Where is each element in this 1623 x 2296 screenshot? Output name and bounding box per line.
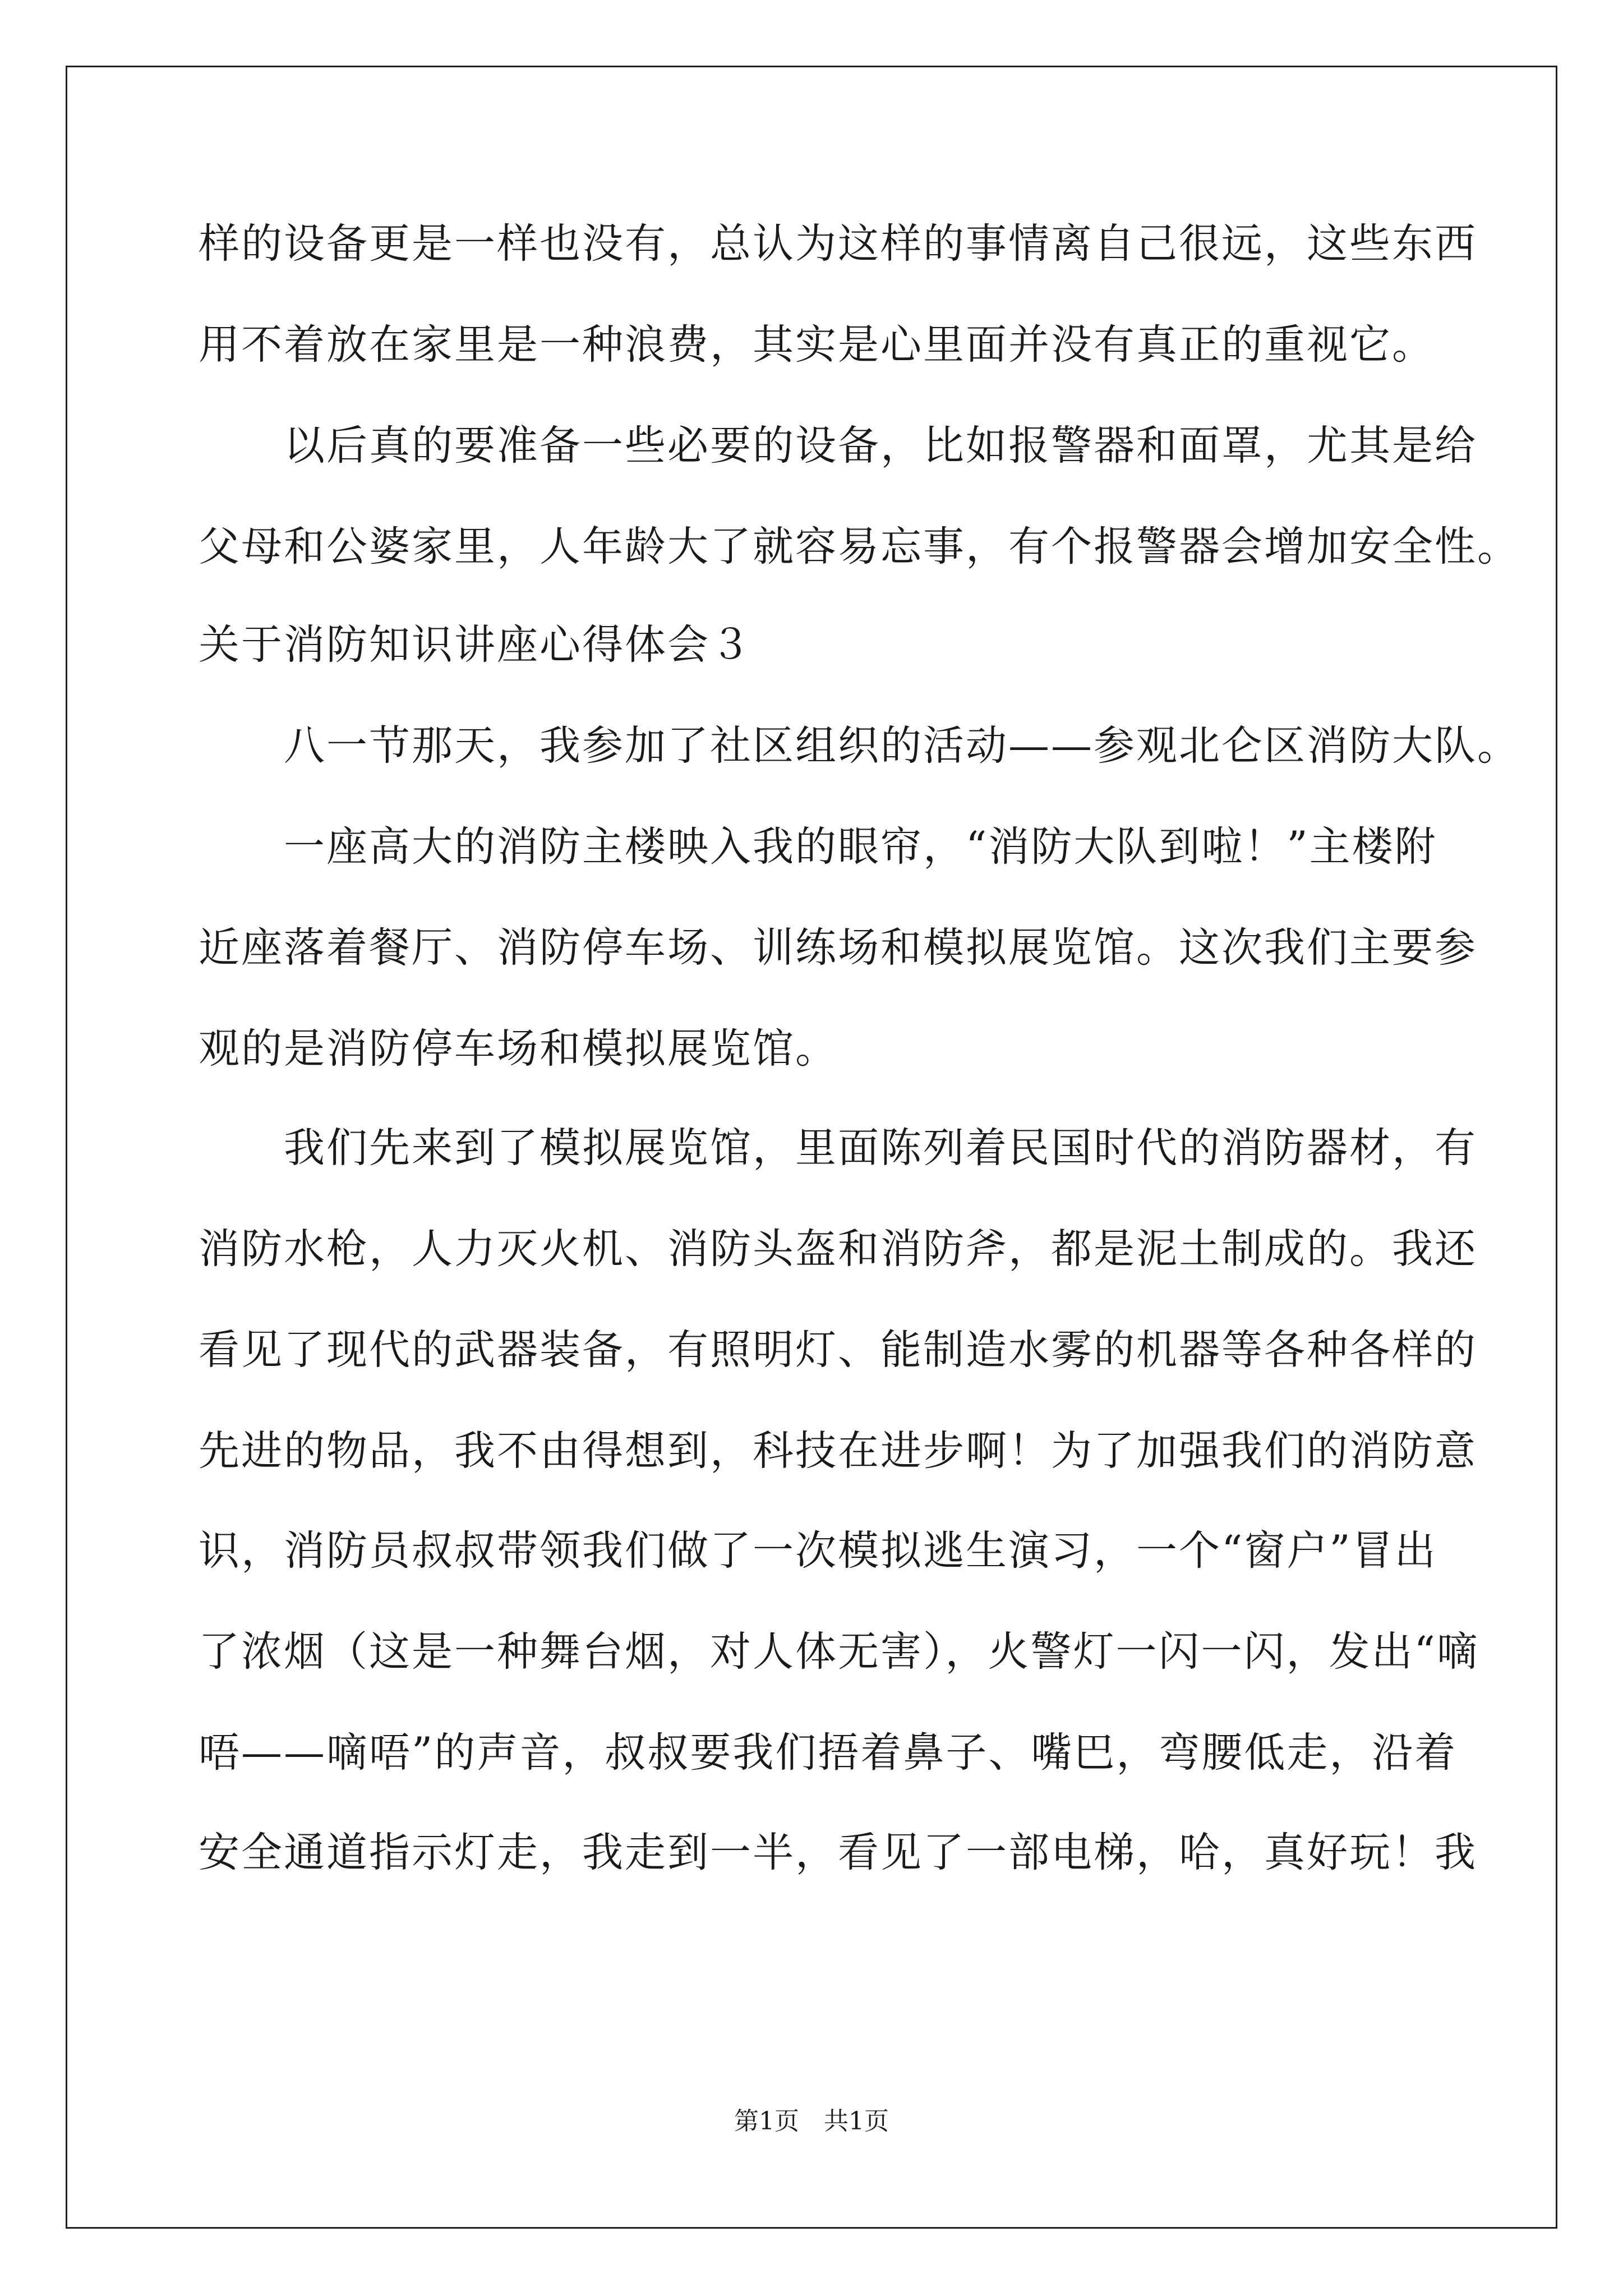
text-line: 观的是消防停车场和模拟展览馆。: [199, 1025, 838, 1073]
text-line: 用不着放在家里是一种浪费，其实是心里面并没有真正的重视它。: [199, 321, 1435, 369]
text-line: 消防水枪，人力灭火机、消防头盔和消防斧，都是泥土制成的。我还: [199, 1225, 1477, 1273]
text-line: 样的设备更是一样也没有，总认为这样的事情离自己很远，这些东西: [199, 220, 1477, 268]
text-line: 我们先来到了模拟展览馆，里面陈列着民国时代的消防器材，有: [199, 1124, 1477, 1172]
text-line: 近座落着餐厅、消防停车场、训练场和模拟展览馆。这次我们主要参: [199, 924, 1477, 972]
section-heading: 关于消防知识讲座心得体会３: [199, 621, 753, 669]
text-line: 了浓烟（这是一种舞台烟，对人体无害），火警灯一闪一闪，发出“嘀: [199, 1628, 1479, 1676]
page-footer: 第1页 共1页: [734, 2107, 889, 2136]
text-line: 先进的物品，我不由得想到，科技在进步啊！为了加强我们的消防意: [199, 1427, 1477, 1475]
text-line: 看见了现代的武器装备，有照明灯、能制造水雾的机器等各种各样的: [199, 1326, 1477, 1374]
text-line: 以后真的要准备一些必要的设备，比如报警器和面罩，尤其是给: [199, 422, 1477, 470]
text-line: 安全通道指示灯走，我走到一半，看见了一部电梯，哈，真好玩！我: [199, 1829, 1477, 1876]
text-line: 一座高大的消防主楼映入我的眼帘，“消防大队到啦！”主楼附: [199, 823, 1437, 871]
text-line: 唔——嘀唔”的声音，叔叔要我们捂着鼻子、嘴巴，弯腰低走，沿着: [199, 1729, 1458, 1777]
text-line: 八一节那天，我参加了社区组织的活动——参观北仑区消防大队。: [199, 722, 1520, 770]
text-line: 识，消防员叔叔带领我们做了一次模拟逃生演习，一个“窗户”冒出: [199, 1527, 1437, 1575]
text-line: 父母和公婆家里，人年龄大了就容易忘事，有个报警器会增加安全性。: [199, 523, 1520, 570]
